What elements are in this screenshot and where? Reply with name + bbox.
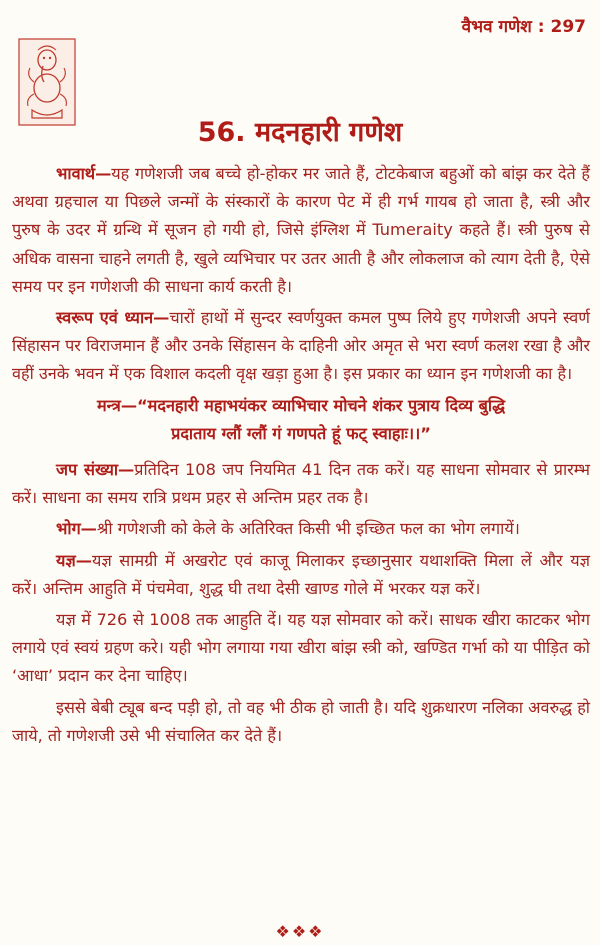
mantra-label: मन्त्र— [96, 395, 138, 415]
yagya-text: यज्ञ सामग्री में अखरोट एवं काजू मिलाकर इच्छानुसार यथाशक्ति मिला लें और यज्ञ करें। अन्तिम आहुति में पंचमेवा, शुद्ध घी तथा देसी खाण्ड गोले में भरकर यज्ञ करें। [12, 550, 590, 598]
mantra-block [12, 392, 590, 448]
jap-label: जप संख्या— [56, 460, 135, 480]
tube-paragraph: इससे बेबी ट्यूब बन्द पड़ी हो, तो वह भी ठीक हो जाती है। यदि शुक्रधारण नलिका अवरुद्ध हो जाये, तो गणेशजी उसे भी संचालित कर देते हैं। [12, 697, 590, 745]
chapter-title: 56. मदनहारी गणेश [197, 117, 403, 148]
swaroop-label: स्वरूप एवं ध्यान— [56, 308, 170, 328]
bhog-paragraph [12, 515, 590, 543]
mantra-line-1 [12, 392, 590, 420]
bhavarth-paragraph [12, 160, 590, 301]
bhavarth-label: भावार्थ— [56, 164, 112, 183]
bhog-text: श्री गणेशजी को केले के अतिरिक्त किसी भी इच्छित फल का भोग लगायें। [96, 519, 520, 539]
mantra-text-1: “मदनहारी महाभयंकर व्याभिचार मोचने शंकर पुत्राय दिव्य बुद्धि [137, 395, 506, 415]
yagya-paragraph [12, 547, 590, 603]
jap-text: प्रतिदिन 108 जप नियमित 41 दिन तक करें। यह साधना सोमवार से प्रारम्भ करें। साधना का समय रात्रि प्रथम प्रहर से अन्तिम प्रहर तक है। [12, 460, 590, 508]
footer-ornament: ❖❖❖ [275, 922, 325, 941]
chapter-body [12, 160, 590, 753]
mantra-line-2: प्रदाताय ग्लौं ग्लौं गं गणपते हूं फट् स्वाहाः।।” [171, 423, 431, 443]
jap-paragraph [12, 456, 590, 512]
swaroop-paragraph [12, 304, 590, 389]
bhavarth-text: यह गणेशजी जब बच्चे हो-होकर मर जाते हैं, टोटकेबाज बहुओं को बांझ कर देते हैं अथवा ग्रहचाल या पिछले जन्मों के संस्कारों के कारण पेट में ही गर्भ गायब हो जाता है, स्त्री और पुरुष के उदर में ग्रन्थि में सूजन हो गयी हो, जिसे इंग्लिश में Tumeraity कहते हैं। स्त्री पुरुष से अधिक वासना चाहने लगती है, खुले व्यभिचार पर उतर आती है और लोकलाज को त्याग देती है, ऐसे समय पर इन गणेशजी की साधना कार्य करती है। [12, 164, 590, 296]
swaroop-text: चारों हाथों में सुन्दर स्वर्णयुक्त कमल पुष्प लिये हुए गणेशजी अपने स्वर्ण सिंहासन पर विराजमान हैं और उनके सिंहासन के दाहिनी ओर अमृत से भरा स्वर्ण कलश रखा है और वहीं उनके भवन में एक विशाल कदली वृक्ष खड़ा हुआ है। इस प्रकार का ध्यान इन गणेशजी का है। [12, 308, 590, 384]
bhog-label: भोग— [56, 519, 97, 539]
ahuti-paragraph: यज्ञ में 726 से 1008 तक आहुति दें। यह यज्ञ सोमवार को करें। साधक खीरा काटकर भोग लगाये एवं स्वयं ग्रहण करे। यही भोग लगाया गया खीरा बांझ स्त्री को, खण्डित गर्भा को या पीड़ित को ‘आधा’ प्रदान कर देना चाहिए। [12, 610, 590, 686]
running-header: वैभव गणेश : 297 [461, 17, 586, 37]
yagya-label: यज्ञ— [56, 550, 92, 570]
